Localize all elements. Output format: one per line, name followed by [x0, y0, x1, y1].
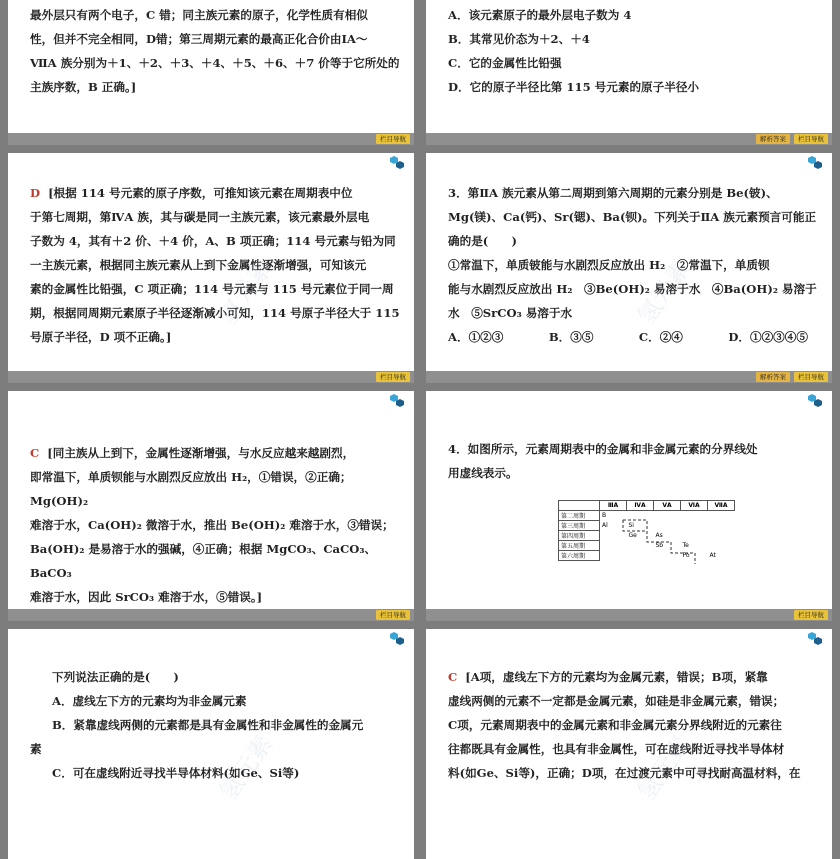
option-d: D．它的原子半径比第 115 号元素的原子半径小 [448, 80, 700, 94]
option-c: C．可在虚线附近寻找半导体材料(如Ge、Si等) [52, 766, 300, 780]
hexagon-logo-icon [804, 155, 824, 171]
text-line: 虚线两侧的元素不一定都是金属元素，如硅是非金属元素，错误； [448, 694, 785, 708]
element-cell: Al [602, 522, 608, 529]
text-line: 最外层只有两个电子，C 错；同主族元素的原子，化学性质有相似 [30, 8, 368, 22]
slide-footer [426, 371, 832, 383]
text-line: 难溶于水，因此 SrCO₃ 难溶于水，⑤错误。] [30, 590, 263, 604]
text-line: 难溶于水，Ca(OH)₂ 微溶于水，推出 Be(OH)₂ 难溶于水，③错误； [30, 518, 394, 532]
text-line: 即常温下，单质钡能与水剧烈反应放出 H₂，①错误，②正确；Mg(OH)₂ [30, 470, 352, 508]
slide-4 [426, 153, 832, 383]
option-a: A．虚线左下方的元素均为非金属元素 [52, 694, 247, 708]
option-b: B．其常见价态为＋2、＋4 [448, 32, 590, 46]
hexagon-logo-icon [386, 631, 406, 647]
text-line: Mg(镁)、Ca(钙)、Sr(锶)、Ba(钡)。下列关于ⅡA 族元素预言可能正 [448, 210, 817, 224]
nav-button[interactable]: 栏目导航 [376, 134, 410, 144]
text-line: 确的是( ) [448, 234, 517, 248]
nav-button[interactable]: 栏目导航 [794, 372, 828, 382]
hexagon-logo-icon [804, 393, 824, 409]
answer-button[interactable]: 解析答案 [756, 134, 790, 144]
hexagon-logo-icon [804, 631, 824, 647]
slide-footer [8, 609, 414, 621]
text-line: 子数为 4，其有＋2 价、＋4 价，A、B 项正确；114 号元素与铅为同 [30, 234, 396, 248]
table-header-cell: ⅢA [600, 501, 627, 511]
slide-3-text [30, 181, 400, 349]
table-header-cell: ⅤA [654, 501, 681, 511]
period-label: 第三周期 [559, 521, 600, 531]
table-header-cell: ⅣA [627, 501, 654, 511]
slide-1-text [30, 3, 400, 99]
watermark: 氢元素 [213, 730, 279, 806]
text-line [30, 441, 400, 465]
hexagon-logo-icon [386, 393, 406, 409]
option-a: A．①②③ [448, 330, 504, 344]
nav-button[interactable]: 栏目导航 [794, 134, 828, 144]
slide-footer [8, 133, 414, 145]
element-cell: At [709, 552, 716, 559]
text-line: ①常温下，单质铍能与水剧烈反应放出 H₂ ②常温下，单质钡 [448, 258, 770, 272]
watermark: 氢元素 [213, 254, 279, 330]
slide-5 [8, 391, 414, 621]
period-label: 第二周期 [559, 511, 600, 521]
text-line: 号原子半径，D 项不正确。] [30, 330, 172, 344]
slide-6 [426, 391, 832, 621]
table-header-cell: ⅥA [681, 501, 708, 511]
element-cell: Sb [655, 542, 664, 549]
text-line: 水 ⑤SrCO₃ 易溶于水 [448, 306, 573, 320]
text-line: 素 [30, 742, 42, 756]
nav-button[interactable]: 栏目导航 [794, 610, 828, 620]
text-line: 4．如图所示，元素周期表中的金属和非金属元素的分界线处 [448, 442, 758, 456]
text-line [30, 181, 400, 205]
boundary-dashed-line [558, 500, 728, 570]
text-line [448, 665, 818, 689]
period-label: 第五周期 [559, 541, 600, 551]
slide-1 [8, 0, 414, 145]
text-line: 往都既具有金属性，也具有非金属性，可在虚线附近寻找半导体材 [448, 742, 785, 756]
slide-4-text [448, 181, 818, 349]
text-span: [根据 114 号元素的原子序数，可推知该元素在周期表中位 [48, 186, 353, 200]
nav-button[interactable]: 栏目导航 [376, 610, 410, 620]
text-span: [同主族从上到下，金属性逐渐增强，与水反应越来越剧烈， [47, 446, 355, 460]
slide-footer [8, 371, 414, 383]
element-cell: As [655, 532, 663, 539]
option-a: A．该元素原子的最外层电子数为 4 [448, 8, 632, 22]
option-c: C．它的金属性比铅强 [448, 56, 562, 70]
hexagon-logo-icon [386, 155, 406, 171]
element-cell: B [602, 512, 607, 520]
text-line: 于第七周期，第ⅣA 族，其与碳是同一主族元素，该元素最外层电 [30, 210, 370, 224]
answer-button[interactable]: 解析答案 [756, 372, 790, 382]
text-line: C项，元素周期表中的金属元素和非金属元素分界线附近的元素往 [448, 718, 782, 732]
options-line [448, 325, 818, 349]
text-line: 下列说法正确的是( ) [52, 670, 179, 684]
text-line: 3．第ⅡA 族元素从第二周期到第六周期的元素分别是 Be(铍)、 [448, 186, 778, 200]
slide-2-options [448, 3, 818, 99]
slide-6-text [448, 437, 818, 485]
period-label: 第六周期 [559, 551, 600, 561]
answer-letter: D [30, 186, 41, 200]
slide-7 [8, 629, 414, 859]
option-b: B．紧靠虚线两侧的元素都是具有金属性和非金属性的金属元 [52, 718, 364, 732]
slide-8-text [448, 665, 818, 785]
answer-letter: C [30, 446, 40, 460]
watermark: 氢元素 [631, 254, 697, 330]
element-cell: Te [682, 542, 689, 549]
slide-2 [426, 0, 832, 145]
watermark: 氢元素 [631, 730, 697, 806]
period-label: 第四周期 [559, 531, 600, 541]
nav-button[interactable]: 栏目导航 [376, 372, 410, 382]
text-line: 性，但并不完全相同，D错；第三周期元素的最高正化合价由ⅠA～ [30, 32, 368, 46]
element-cell: Po [682, 552, 690, 559]
option-b: B．③⑤ [548, 330, 594, 344]
option-c: C．②④ [638, 330, 683, 344]
slide-3 [8, 153, 414, 383]
slide-8 [426, 629, 832, 859]
answer-letter: C [448, 670, 458, 684]
text-line: 素的金属性比铅强，C 项正确；114 号元素与 115 号元素位于同一周 [30, 282, 394, 296]
table-header-cell: ⅦA [708, 501, 735, 511]
slide-footer [426, 133, 832, 145]
slide-5-text [30, 441, 400, 609]
text-line: 用虚线表示。 [448, 466, 518, 480]
option-d: D．①②③④⑤ [728, 330, 808, 344]
element-cell: Si [628, 522, 634, 529]
text-line: 能与水剧烈反应放出 H₂ ③Be(OH)₂ 易溶于水 ④Ba(OH)₂ 易溶于 [448, 282, 817, 296]
text-line: ⅦA 族分别为＋1、＋2、＋3、＋4、＋5、＋6、＋7 价等于它所处的 [30, 56, 400, 70]
text-line: 主族序数，B 正确。] [30, 80, 137, 94]
text-line: Ba(OH)₂ 是易溶于水的强碱，④正确；根据 MgCO₃、CaCO₃、BaCO₃ [30, 542, 377, 580]
text-line: 一主族元素，根据同主族元素从上到下金属性逐渐增强，可知该元 [30, 258, 367, 272]
element-cell: Ge [628, 532, 637, 539]
slide-footer [426, 609, 832, 621]
text-line: 期，根据同周期元素原子半径逐渐减小可知，114 号原子半径大于 115 [30, 306, 400, 320]
text-line: 料(如Ge、Si等)，正确；D项，在过渡元素中可寻找耐高温材料，在 [448, 766, 801, 780]
text-span: [A项，虚线左下方的元素均为金属元素，错误；B项，紧靠 [465, 670, 768, 684]
